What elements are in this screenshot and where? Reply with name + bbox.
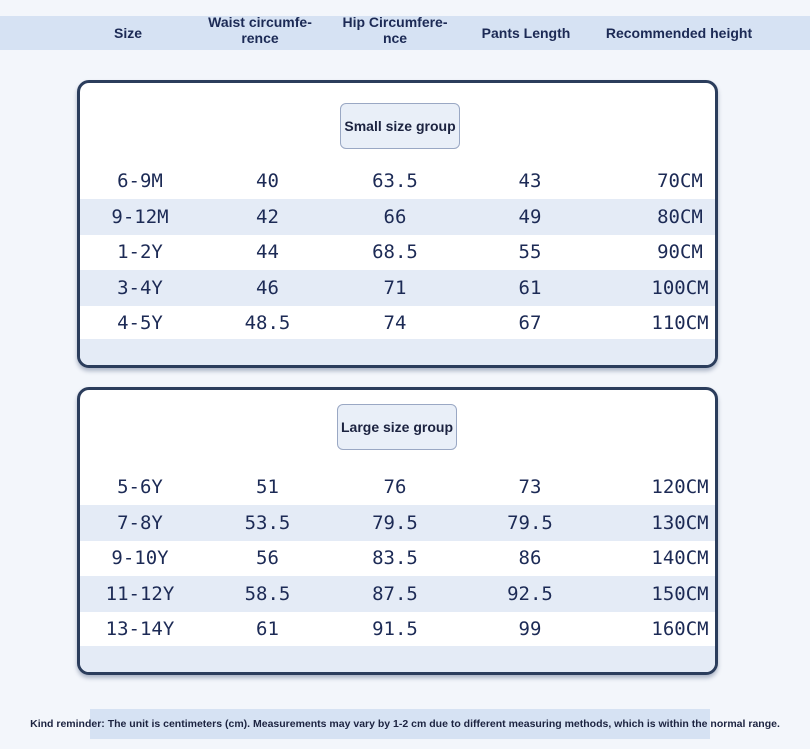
cell-pants-length: 99 — [518, 618, 542, 640]
header-waist — [195, 14, 325, 48]
table-row — [80, 234, 718, 270]
cell-height: 140CM — [651, 547, 709, 569]
cell-height: 130CM — [651, 511, 709, 534]
large-size-group-card — [77, 387, 718, 675]
cell-size: 9-12M — [111, 205, 169, 228]
cell-hip: 91.5 — [372, 618, 418, 640]
cell-hip: 83.5 — [372, 547, 418, 569]
cell-waist: 58.5 — [244, 582, 291, 605]
cell-height: 90CM — [657, 241, 703, 263]
header-hip — [330, 14, 460, 48]
cell-height: 100CM — [651, 276, 709, 299]
cell-size: 6-9M — [117, 170, 163, 192]
cell-height: 70CM — [657, 170, 703, 192]
cell-hip: 87.5 — [372, 582, 418, 605]
cell-size: 4-5Y — [117, 312, 163, 334]
cell-hip: 68.5 — [372, 241, 418, 263]
header-pants-length: Pants Length — [481, 25, 571, 41]
table-row — [80, 305, 718, 341]
cell-waist: 56 — [256, 547, 279, 569]
cell-size: 5-6Y — [117, 476, 163, 498]
cell-size: 7-8Y — [117, 511, 163, 534]
cell-hip: 66 — [383, 205, 407, 228]
table-row — [80, 505, 718, 541]
cell-pants-length: 73 — [518, 476, 542, 498]
small-size-group-label: Small size group — [340, 103, 460, 149]
cell-size: 11-12Y — [105, 582, 175, 605]
cell-pants-length: 67 — [518, 312, 542, 334]
kind-reminder-note: Kind reminder: The unit is centimeters (cm). Measurements may vary by 1-2 cm due to different measuring methods, which is within the normal range. — [30, 718, 780, 730]
cell-pants-length: 43 — [518, 170, 542, 192]
cell-size: 1-2Y — [117, 241, 163, 263]
header-size: Size — [113, 25, 142, 41]
cell-height: 110CM — [651, 312, 709, 334]
large-card-footer — [80, 646, 718, 672]
cell-waist: 46 — [256, 276, 279, 299]
header-hip-line1: Hip Circumfere- — [342, 14, 448, 30]
table-row — [80, 611, 718, 647]
small-card-footer — [80, 339, 718, 365]
header-recommended-height: Recommended height — [605, 25, 753, 41]
cell-waist: 42 — [256, 205, 279, 228]
cell-hip: 76 — [383, 476, 407, 498]
cell-height: 120CM — [651, 476, 709, 498]
header-hip-line2: nce — [382, 30, 408, 46]
cell-height: 160CM — [651, 618, 709, 640]
cell-hip: 63.5 — [372, 170, 418, 192]
cell-pants-length: 61 — [518, 276, 542, 299]
cell-hip: 79.5 — [372, 511, 418, 534]
cell-waist: 48.5 — [244, 312, 291, 334]
cell-waist: 61 — [256, 618, 279, 640]
header-waist-line1: Waist circumfe- — [208, 14, 312, 30]
small-size-group-card — [77, 80, 718, 368]
cell-hip: 74 — [383, 312, 407, 334]
cell-waist: 53.5 — [244, 511, 291, 534]
cell-height: 150CM — [651, 582, 709, 605]
cell-hip: 71 — [383, 276, 407, 299]
table-row — [80, 576, 718, 612]
cell-size: 13-14Y — [105, 618, 175, 640]
cell-waist: 44 — [256, 241, 279, 263]
cell-pants-length: 79.5 — [507, 511, 553, 534]
cell-waist: 51 — [256, 476, 279, 498]
table-row — [80, 270, 718, 306]
table-row — [80, 163, 718, 199]
table-row — [80, 540, 718, 576]
large-size-group-label: Large size group — [337, 404, 457, 450]
cell-pants-length: 55 — [518, 241, 542, 263]
cell-waist: 40 — [256, 170, 279, 192]
column-header-bar — [0, 16, 810, 50]
header-waist-line2: rence — [241, 30, 279, 46]
cell-size: 9-10Y — [111, 547, 169, 569]
cell-pants-length: 92.5 — [507, 582, 553, 605]
cell-pants-length: 49 — [518, 205, 542, 228]
table-row — [80, 199, 718, 235]
cell-height: 80CM — [657, 205, 703, 228]
cell-pants-length: 86 — [518, 547, 542, 569]
table-row — [80, 469, 718, 505]
cell-size: 3-4Y — [117, 276, 163, 299]
